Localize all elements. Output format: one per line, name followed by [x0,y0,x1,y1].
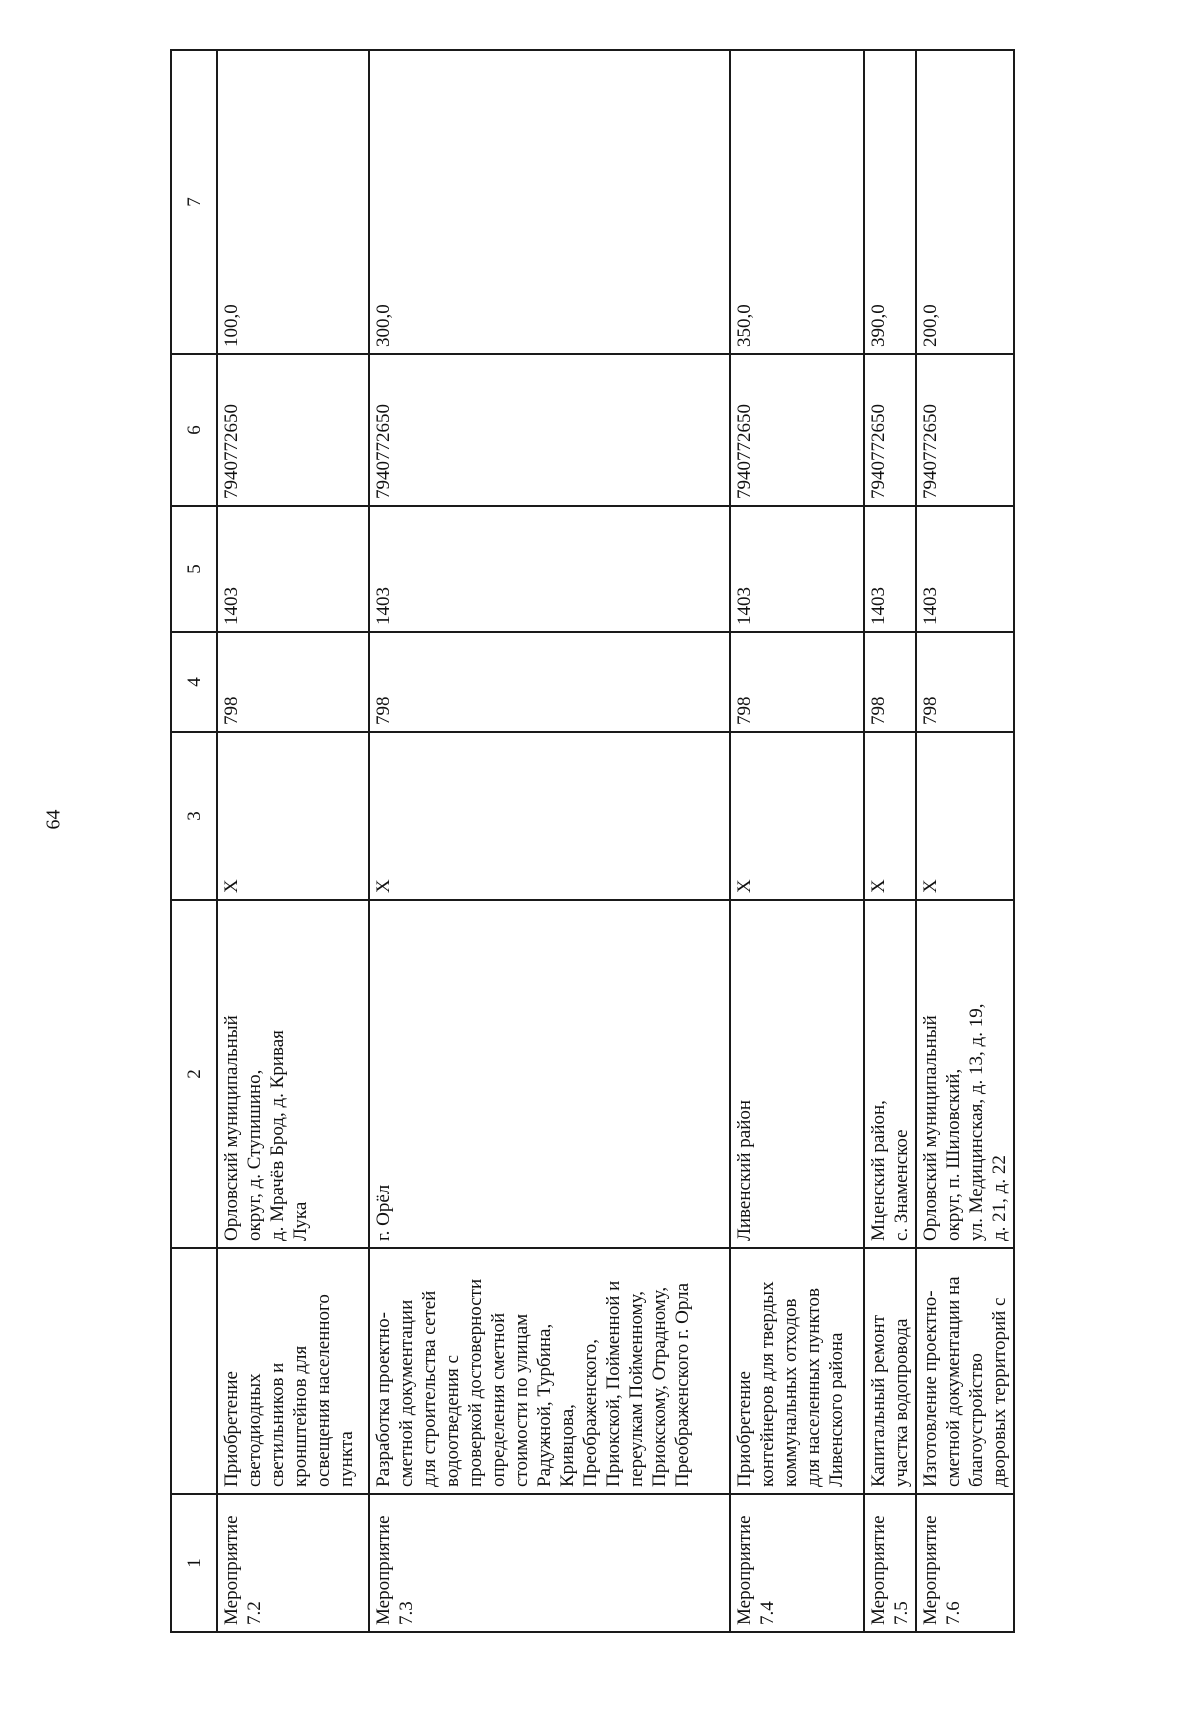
activity-id-line: Мероприятие [373,1515,394,1625]
col6-cell: 7940772650 [864,354,916,506]
description-cell [864,1248,916,1494]
description-cell [217,1248,369,1494]
description-line: пункта [336,1431,357,1487]
activity-id-line: Мероприятие [868,1515,889,1625]
description-line: Преображенского г. Орла [672,1282,693,1487]
activity-id-line: Мероприятие [221,1515,242,1625]
activity-id-cell [217,1494,369,1632]
description-line: определения сметной [488,1312,509,1487]
description-line: стоимости по улицам [511,1313,532,1487]
activity-id-line: 7.2 [244,1601,265,1625]
header-col-7: 7 [171,50,217,354]
col5-cell: 1403 [864,506,916,632]
description-cell [916,1248,1014,1494]
table-row [730,50,864,1632]
activity-id-cell [369,1494,730,1632]
description-line: благоустройство [966,1353,987,1487]
col3-cell: Х [864,732,916,900]
location-line: г. Орёл [373,1184,394,1241]
col3-cell: Х [369,732,730,900]
header-col-3: 3 [171,732,217,900]
table-container [170,51,1080,1633]
description-line: сметной документации [396,1299,417,1487]
description-line: сметной документации на [943,1276,964,1487]
col3-cell: Х [730,732,864,900]
description-line: Ливенского района [826,1332,847,1487]
location-cell [916,900,1014,1248]
activity-id-cell [916,1494,1014,1632]
col5-cell: 1403 [217,506,369,632]
col4-cell: 798 [217,632,369,732]
table-row [916,50,1014,1632]
header-col-5: 5 [171,506,217,632]
activity-id-line: Мероприятие [734,1515,755,1625]
location-cell [217,900,369,1248]
description-line: для населенных пунктов [803,1288,824,1487]
col7-cell: 350,0 [730,50,864,354]
description-line: Преображенского, [580,1338,601,1487]
location-line: ул. Медицинская, д. 13, д. 19, [966,1003,987,1241]
table-row [864,50,916,1632]
page-number: 64 [42,809,65,830]
col3-cell: Х [217,732,369,900]
description-line: Приобретение [734,1371,755,1487]
activity-id-cell [864,1494,916,1632]
col4-cell: 798 [864,632,916,732]
description-line: для строительства сетей [419,1290,440,1487]
description-line: Приобретение [221,1371,242,1487]
location-line: Ливенский район [734,1099,755,1241]
col7-cell: 390,0 [864,50,916,354]
col7-cell: 100,0 [217,50,369,354]
col4-cell: 798 [916,632,1014,732]
location-line: округ, п. Шиловский, [943,1068,964,1241]
location-cell [369,900,730,1248]
description-line: Разработка проектно- [373,1312,394,1487]
header-col-2: 2 [171,900,217,1248]
col3-cell: Х [916,732,1014,900]
description-line: кронштейнов для [290,1345,311,1487]
col4-cell: 798 [730,632,864,732]
activity-id-cell [730,1494,864,1632]
description-line: коммунальных отходов [780,1298,801,1487]
location-line: д. 21, д. 22 [989,1155,1010,1241]
description-line: Кривцова, [557,1404,578,1487]
col6-cell: 7940772650 [730,354,864,506]
activity-id-line: 7.3 [396,1601,417,1625]
table-row [217,50,369,1632]
description-cell [730,1248,864,1494]
description-line: участка водопровода [891,1318,912,1487]
col5-cell: 1403 [730,506,864,632]
description-line: контейнеров для твердых [757,1281,778,1487]
description-line: проверкой достоверности [465,1278,486,1487]
col5-cell: 1403 [916,506,1014,632]
location-cell [730,900,864,1248]
description-line: дворовых территорий с [989,1297,1010,1487]
col4-cell: 798 [369,632,730,732]
description-line: переулкам Пойменному, [626,1290,647,1487]
description-line: Радужной, Турбина, [534,1323,555,1487]
col6-cell: 7940772650 [369,354,730,506]
location-cell [864,900,916,1248]
header-col-4: 4 [171,632,217,732]
header-col-6: 6 [171,354,217,506]
activity-id-line: 7.4 [757,1601,778,1625]
table-row [369,50,730,1632]
location-line: Лука [290,1201,311,1241]
description-line: Капитальный ремонт [868,1314,889,1487]
location-line: Мценский район, [868,1100,889,1241]
description-line: Изготовление проектно- [920,1290,941,1487]
col6-cell: 7940772650 [217,354,369,506]
header-col-1: 1 [171,1494,217,1632]
header-col-description [171,1248,217,1494]
description-line: Приокскому, Отрадному, [649,1286,670,1487]
activity-id-line: Мероприятие [920,1515,941,1625]
col7-cell: 200,0 [916,50,1014,354]
activity-id-line: 7.5 [891,1601,912,1625]
col7-cell: 300,0 [369,50,730,354]
location-line: д. Мрачёв Брод, д. Кривая [267,1030,288,1241]
description-line: светильников и [267,1362,288,1487]
budget-table [170,49,1015,1633]
col6-cell: 7940772650 [916,354,1014,506]
activity-id-line: 7.6 [943,1601,964,1625]
table-header-row [171,50,217,1632]
description-line: светодиодных [244,1373,265,1487]
location-line: Орловский муниципальный [221,1015,242,1241]
description-cell [369,1248,730,1494]
location-line: Орловский муниципальный [920,1015,941,1241]
description-line: водоотведения с [442,1355,463,1487]
description-line: Приокской, Пойменной и [603,1280,624,1487]
location-line: округ, д. Ступишино, [244,1069,265,1241]
location-line: с. Знаменское [891,1129,912,1241]
col5-cell: 1403 [369,506,730,632]
description-line: освещения населенного [313,1294,334,1487]
